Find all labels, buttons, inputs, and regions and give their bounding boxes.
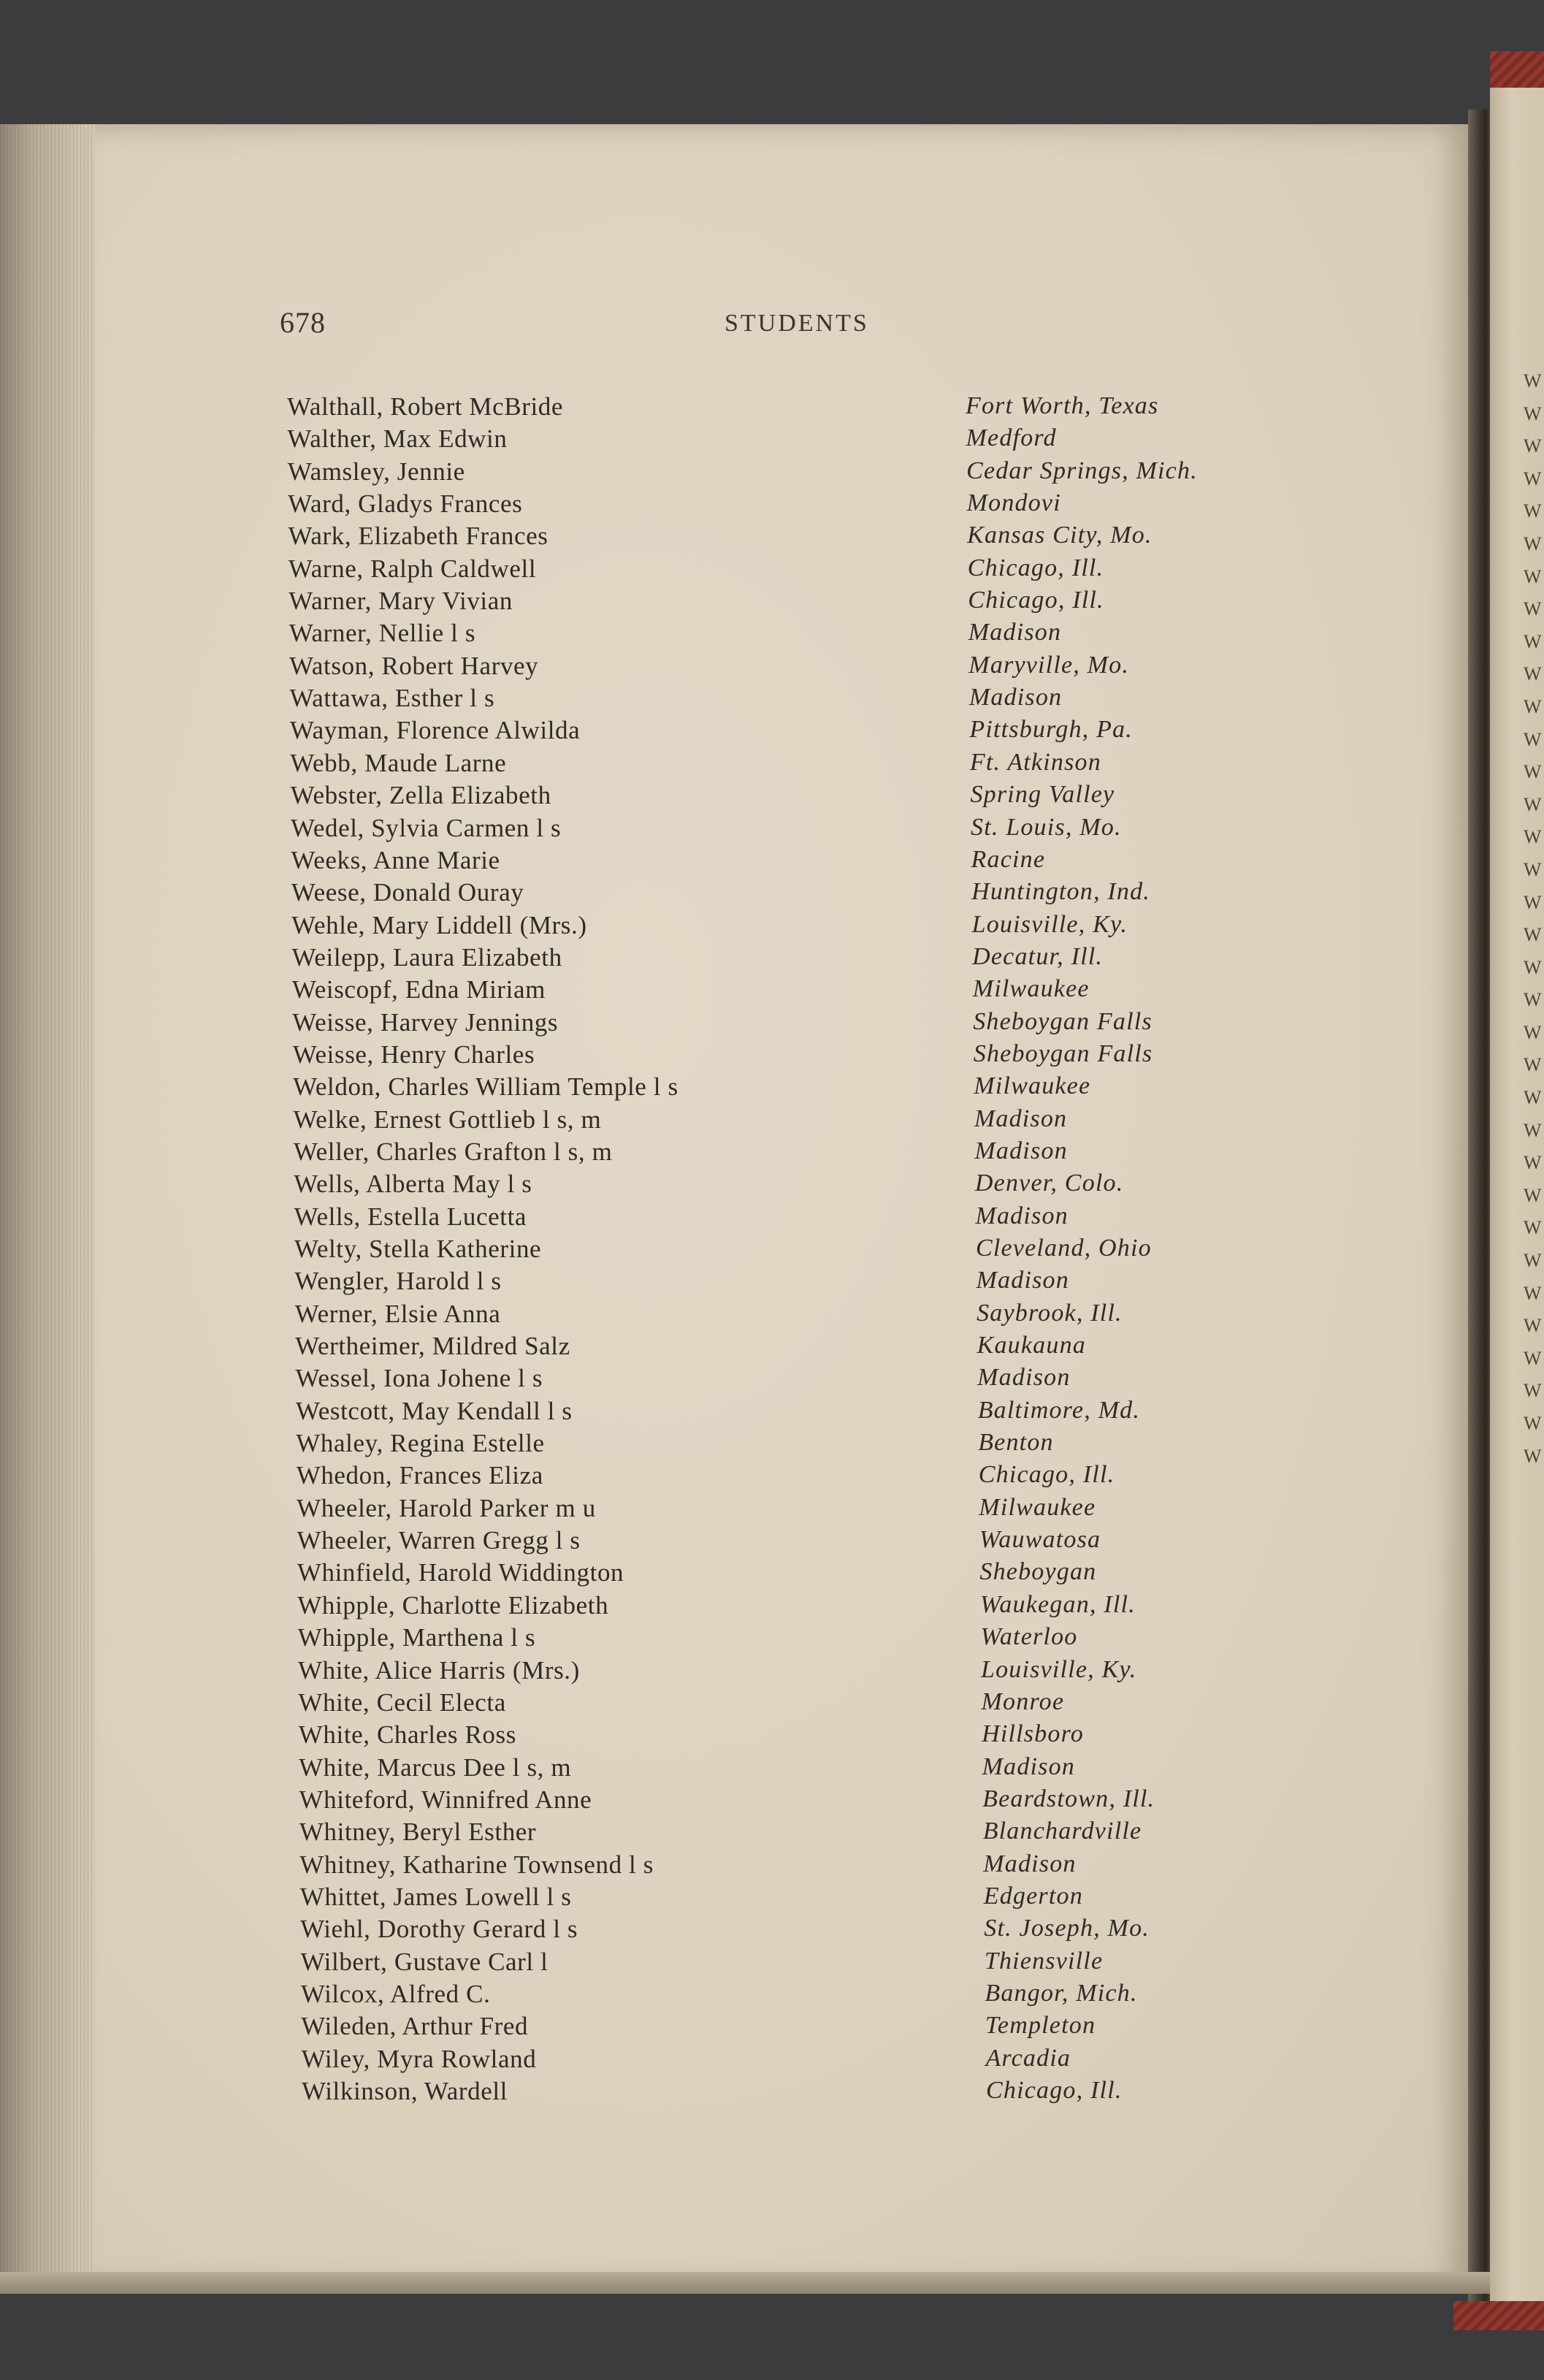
student-hometown: Chicago, Ill. [967,554,1104,581]
student-hometown: Thiensville [984,1947,1104,1975]
book-page-stack-left [0,124,110,2286]
student-name: Wayman, Florence Alwilda [289,716,581,745]
student-name: Wengler, Harold l s [294,1267,502,1296]
student-name: Wiley, Myra Rowland [301,2044,537,2073]
student-name: White, Cecil Electa [298,1687,506,1717]
student-hometown: Decatur, Ill. [972,942,1104,970]
student-name: Weller, Charles Grafton l s, m [293,1137,613,1166]
student-hometown: Waterloo [980,1623,1078,1651]
student-hometown: Fort Worth, Texas [966,392,1159,419]
student-name: Whedon, Frances Eliza [296,1461,543,1490]
student-hometown: Madison [968,619,1062,647]
student-hometown: Madison [982,1752,1076,1780]
student-name: Wells, Estella Lucetta [294,1202,527,1231]
facing-page-text-fragment: W W W W W W W W W W W W W W W W W W W W W W W W W W W W W W W W W W [1524,370,1542,1467]
student-name: Whipple, Marthena l s [297,1623,536,1652]
student-name: Ward, Gladys Frances [288,489,523,519]
student-name: White, Marcus Dee l s, m [299,1752,572,1782]
student-name: Warne, Ralph Caldwell [288,554,537,583]
student-hometown: Madison [977,1364,1071,1392]
student-hometown: Kaukauna [977,1332,1086,1359]
book-page-stack-bottom [0,2272,1490,2294]
student-hometown: Sheboygan Falls [973,1040,1153,1067]
student-name: Walthall, Robert McBride [287,392,564,421]
student-hometown: Denver, Colo. [974,1170,1124,1197]
student-name: Wessel, Iona Johene l s [295,1364,543,1393]
running-head: STUDENTS [725,310,869,337]
student-hometown: Cedar Springs, Mich. [966,457,1198,484]
student-name: Wilkinson, Wardell [302,2077,508,2105]
student-name: Welke, Ernest Gottlieb l s, m [293,1105,602,1134]
student-hometown: St. Louis, Mo. [971,813,1122,841]
student-hometown: Milwaukee [972,975,1090,1003]
student-name: Warner, Nellie l s [288,619,476,648]
student-hometown: Kansas City, Mo. [967,522,1153,549]
student-hometown: Edgerton [983,1882,1083,1910]
student-name: Wattawa, Esther l s [289,684,495,713]
student-name: White, Alice Harris (Mrs.) [298,1655,580,1685]
student-name: Weilepp, Laura Elizabeth [291,942,562,972]
student-name: White, Charles Ross [298,1720,516,1750]
student-hometown: Pittsburgh, Pa. [969,716,1133,744]
student-name: Walther, Max Edwin [287,424,508,454]
student-name: Weisse, Harvey Jennings [292,1007,559,1037]
student-name: Whaley, Regina Estelle [296,1429,545,1458]
student-hometown: Chicago, Ill. [986,2077,1123,2104]
student-name: Whipple, Charlotte Elizabeth [297,1590,609,1620]
student-hometown: Hillsboro [982,1720,1084,1748]
book-cover-bottom-right [1453,2301,1544,2330]
student-hometown: Templeton [985,2012,1096,2040]
student-hometown: St. Joseph, Mo. [984,1915,1150,1942]
student-hometown: Huntington, Ind. [971,878,1150,906]
student-hometown: Sheboygan Falls [973,1007,1153,1035]
student-hometown: Ft. Atkinson [969,748,1101,776]
student-name: Weisse, Henry Charles [292,1040,535,1069]
student-name: Wamsley, Jennie [287,457,465,486]
student-name: Wedel, Sylvia Carmen l s [291,813,562,842]
student-hometown: Saybrook, Ill. [977,1299,1123,1327]
student-hometown: Monroe [981,1687,1065,1715]
student-name: Whitney, Beryl Esther [299,1818,537,1847]
student-name: Weeks, Anne Marie [291,845,500,874]
student-hometown: Blanchardville [982,1818,1142,1845]
student-hometown: Sheboygan [979,1558,1097,1586]
student-name: Wheeler, Harold Parker m u [297,1493,596,1522]
student-name: Whinfield, Harold Widdington [297,1558,624,1587]
student-hometown: Arcadia [985,2044,1071,2072]
student-hometown: Cleveland, Ohio [976,1235,1152,1262]
student-hometown: Beardstown, Ill. [982,1785,1155,1812]
student-hometown: Madison [983,1850,1077,1877]
student-name: Watson, Robert Harvey [289,651,539,680]
student-name: Werner, Elsie Anna [294,1299,501,1328]
student-name: Wark, Elizabeth Frances [288,522,549,551]
student-hometown: Waukegan, Ill. [979,1590,1136,1618]
student-hometown: Madison [975,1202,1069,1229]
student-hometown: Madison [974,1105,1068,1132]
student-name: Wells, Alberta May l s [294,1170,532,1199]
student-hometown: Medford [966,424,1057,452]
student-name: Weese, Donald Ouray [291,878,524,907]
student-hometown: Spring Valley [970,781,1115,809]
student-name: Warner, Mary Vivian [288,587,513,616]
student-name: Whiteford, Winnifred Anne [299,1785,592,1814]
student-hometown: Chicago, Ill. [968,587,1104,614]
student-name: Weldon, Charles William Temple l s [293,1072,679,1102]
page-number: 678 [280,306,326,339]
student-name: Whitney, Katharine Townsend l s [299,1850,654,1879]
student-name: Wilcox, Alfred C. [300,1979,491,2008]
student-hometown: Racine [971,845,1046,873]
student-hometown: Chicago, Ill. [978,1461,1115,1489]
student-hometown: Mondovi [966,489,1061,517]
student-name: Westcott, May Kendall l s [295,1396,573,1425]
student-hometown: Baltimore, Md. [977,1396,1141,1424]
student-hometown: Wauwatosa [979,1526,1101,1554]
student-hometown: Milwaukee [979,1493,1096,1521]
student-name: Wileden, Arthur Fred [301,2012,529,2041]
student-hometown: Benton [978,1429,1054,1457]
student-name: Wilbert, Gustave Carl l [300,1947,549,1976]
student-hometown: Louisville, Ky. [971,910,1128,938]
student-hometown: Madison [974,1137,1068,1164]
student-hometown: Milwaukee [974,1072,1091,1100]
student-name: Welty, Stella Katherine [294,1235,542,1263]
student-name: Wehle, Mary Liddell (Mrs.) [291,910,587,939]
student-name: Wheeler, Warren Gregg l s [297,1526,581,1555]
student-name: Wertheimer, Mildred Salz [295,1332,570,1361]
student-hometown: Madison [968,684,1063,712]
student-name: Whittet, James Lowell l s [299,1882,572,1911]
student-name: Webster, Zella Elizabeth [290,781,551,810]
student-hometown: Louisville, Ky. [981,1655,1137,1683]
student-name: Webb, Maude Larne [290,748,507,777]
student-name: Wiehl, Dorothy Gerard l s [300,1915,578,1944]
student-name: Weiscopf, Edna Miriam [291,975,546,1004]
student-hometown: Bangor, Mich. [985,1979,1138,2007]
student-hometown: Madison [976,1267,1069,1294]
student-hometown: Maryville, Mo. [968,651,1130,679]
